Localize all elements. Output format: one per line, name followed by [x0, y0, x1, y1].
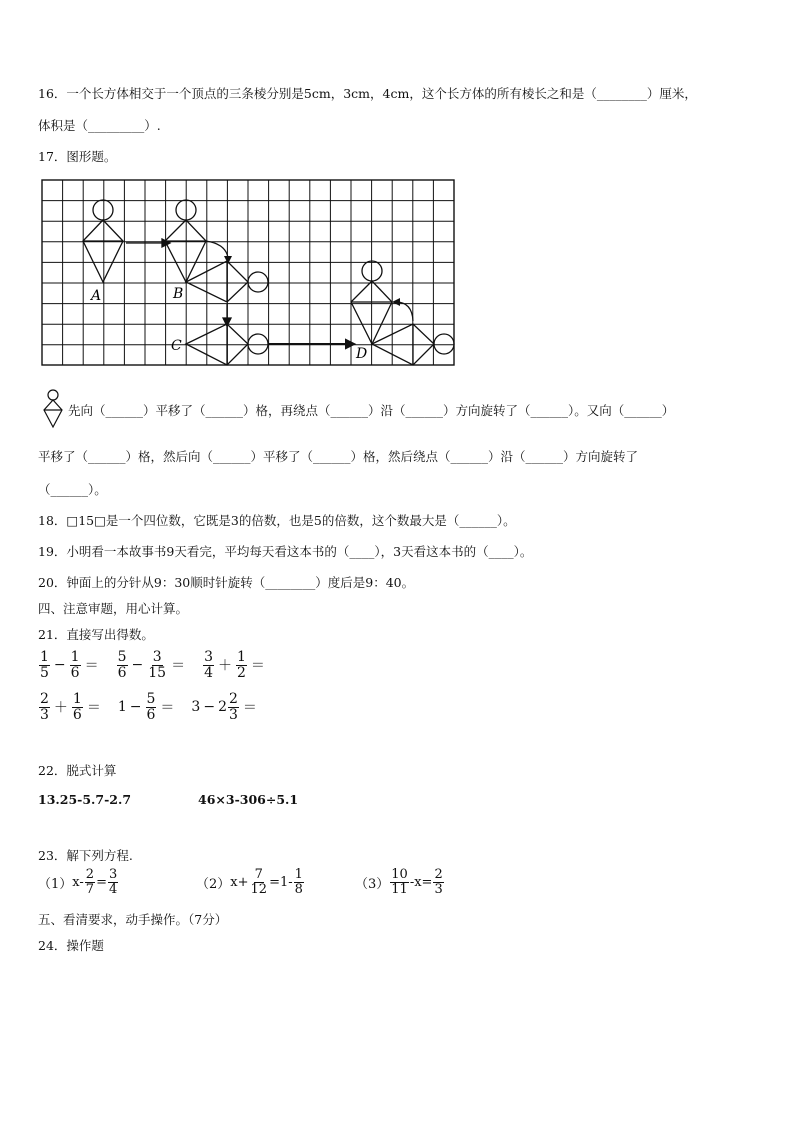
q20: 20．钟面上的分针从9：30顺时针旋转（________）度后是9：40。: [38, 575, 415, 590]
small-figure-icon: [40, 389, 66, 429]
section-5-heading: 五、看清要求，动手操作。（7分）: [38, 912, 228, 927]
q21-title: 21．直接写出得数。: [38, 627, 154, 642]
q21-row2: [38, 692, 260, 722]
arrow-right-1: [126, 239, 170, 247]
section-4-heading: 四、注意审题，用心计算。: [38, 601, 189, 616]
arrow-down: [223, 304, 231, 326]
q16-line1: 16．一个长方体相交于一个顶点的三条棱分别是5cm，3cm，4cm，这个长方体的所有棱长之和是（________）厘米，: [38, 86, 697, 101]
label-b: B: [173, 286, 184, 302]
label-a: A: [91, 288, 102, 304]
q17-line2: 平移了（______）格，然后向（______）平移了（______）格，然后绕点（______）沿（______）方向旋转了: [38, 449, 639, 464]
q21-item-3: $\frac{3}{4}$ ＋ $\frac{1}{2}$ ＝: [204, 649, 265, 681]
q21-item-4: $\frac{2}{3}$ ＋ $\frac{1}{6}$ ＝: [40, 691, 101, 723]
q23-title: 23．解下列方程.: [38, 848, 133, 863]
q21-row1: [38, 650, 268, 680]
q19: 19．小明看一本故事书9天看完，平均每天看这本书的（____），3天看这本书的（____）。: [38, 544, 533, 559]
arrow-right-2: [269, 340, 354, 348]
grid: [42, 180, 454, 365]
shape-a: [83, 200, 123, 282]
q21-item-5: 1 − $\frac{5}{6}$ ＝: [117, 691, 175, 723]
q17-line1: 先向（______）平移了（______）格，再绕点（______）沿（______）方向旋转了（______）。又向（______）: [68, 403, 675, 418]
q23-eq-1: （1） x- $\frac{2}{7}$ = $\frac{3}{4}$: [38, 867, 118, 897]
q23-eq-3: （3） $\frac{10}{11}$ -x= $\frac{2}{3}$: [355, 867, 443, 897]
q22-expr-2: 46×3-306÷5.1: [198, 792, 299, 807]
q24-title: 24．操作题: [38, 938, 104, 953]
q22-expr-1: 13.25-5.7-2.7: [38, 792, 132, 807]
q17-title: 17．图形题。: [38, 149, 117, 164]
q18: 18．□15□是一个四位数，它既是3的倍数，也是5的倍数，这个数最大是（______）。: [38, 513, 516, 528]
q21-item-2: $\frac{5}{6}$ − $\frac{3}{15}$ ＝: [117, 649, 186, 681]
q22-title: 22．脱式计算: [38, 763, 117, 778]
q23-eq-2: （2） x+ $\frac{7}{12}$ =1- $\frac{1}{8}$: [196, 867, 303, 897]
q21-item-1: $\frac{1}{5}$ − $\frac{1}{6}$ ＝: [40, 649, 99, 681]
q21-item-6: 3 − 2 $\frac{2}{3}$ ＝: [191, 691, 257, 723]
q17-grid-figure: [40, 178, 458, 368]
q16-line2: 体积是（_________）.: [38, 118, 161, 133]
q17-line3: （______）。: [38, 482, 107, 497]
label-d: D: [356, 346, 368, 362]
label-c: C: [171, 338, 182, 354]
rotation-arrow-1: [206, 241, 228, 258]
